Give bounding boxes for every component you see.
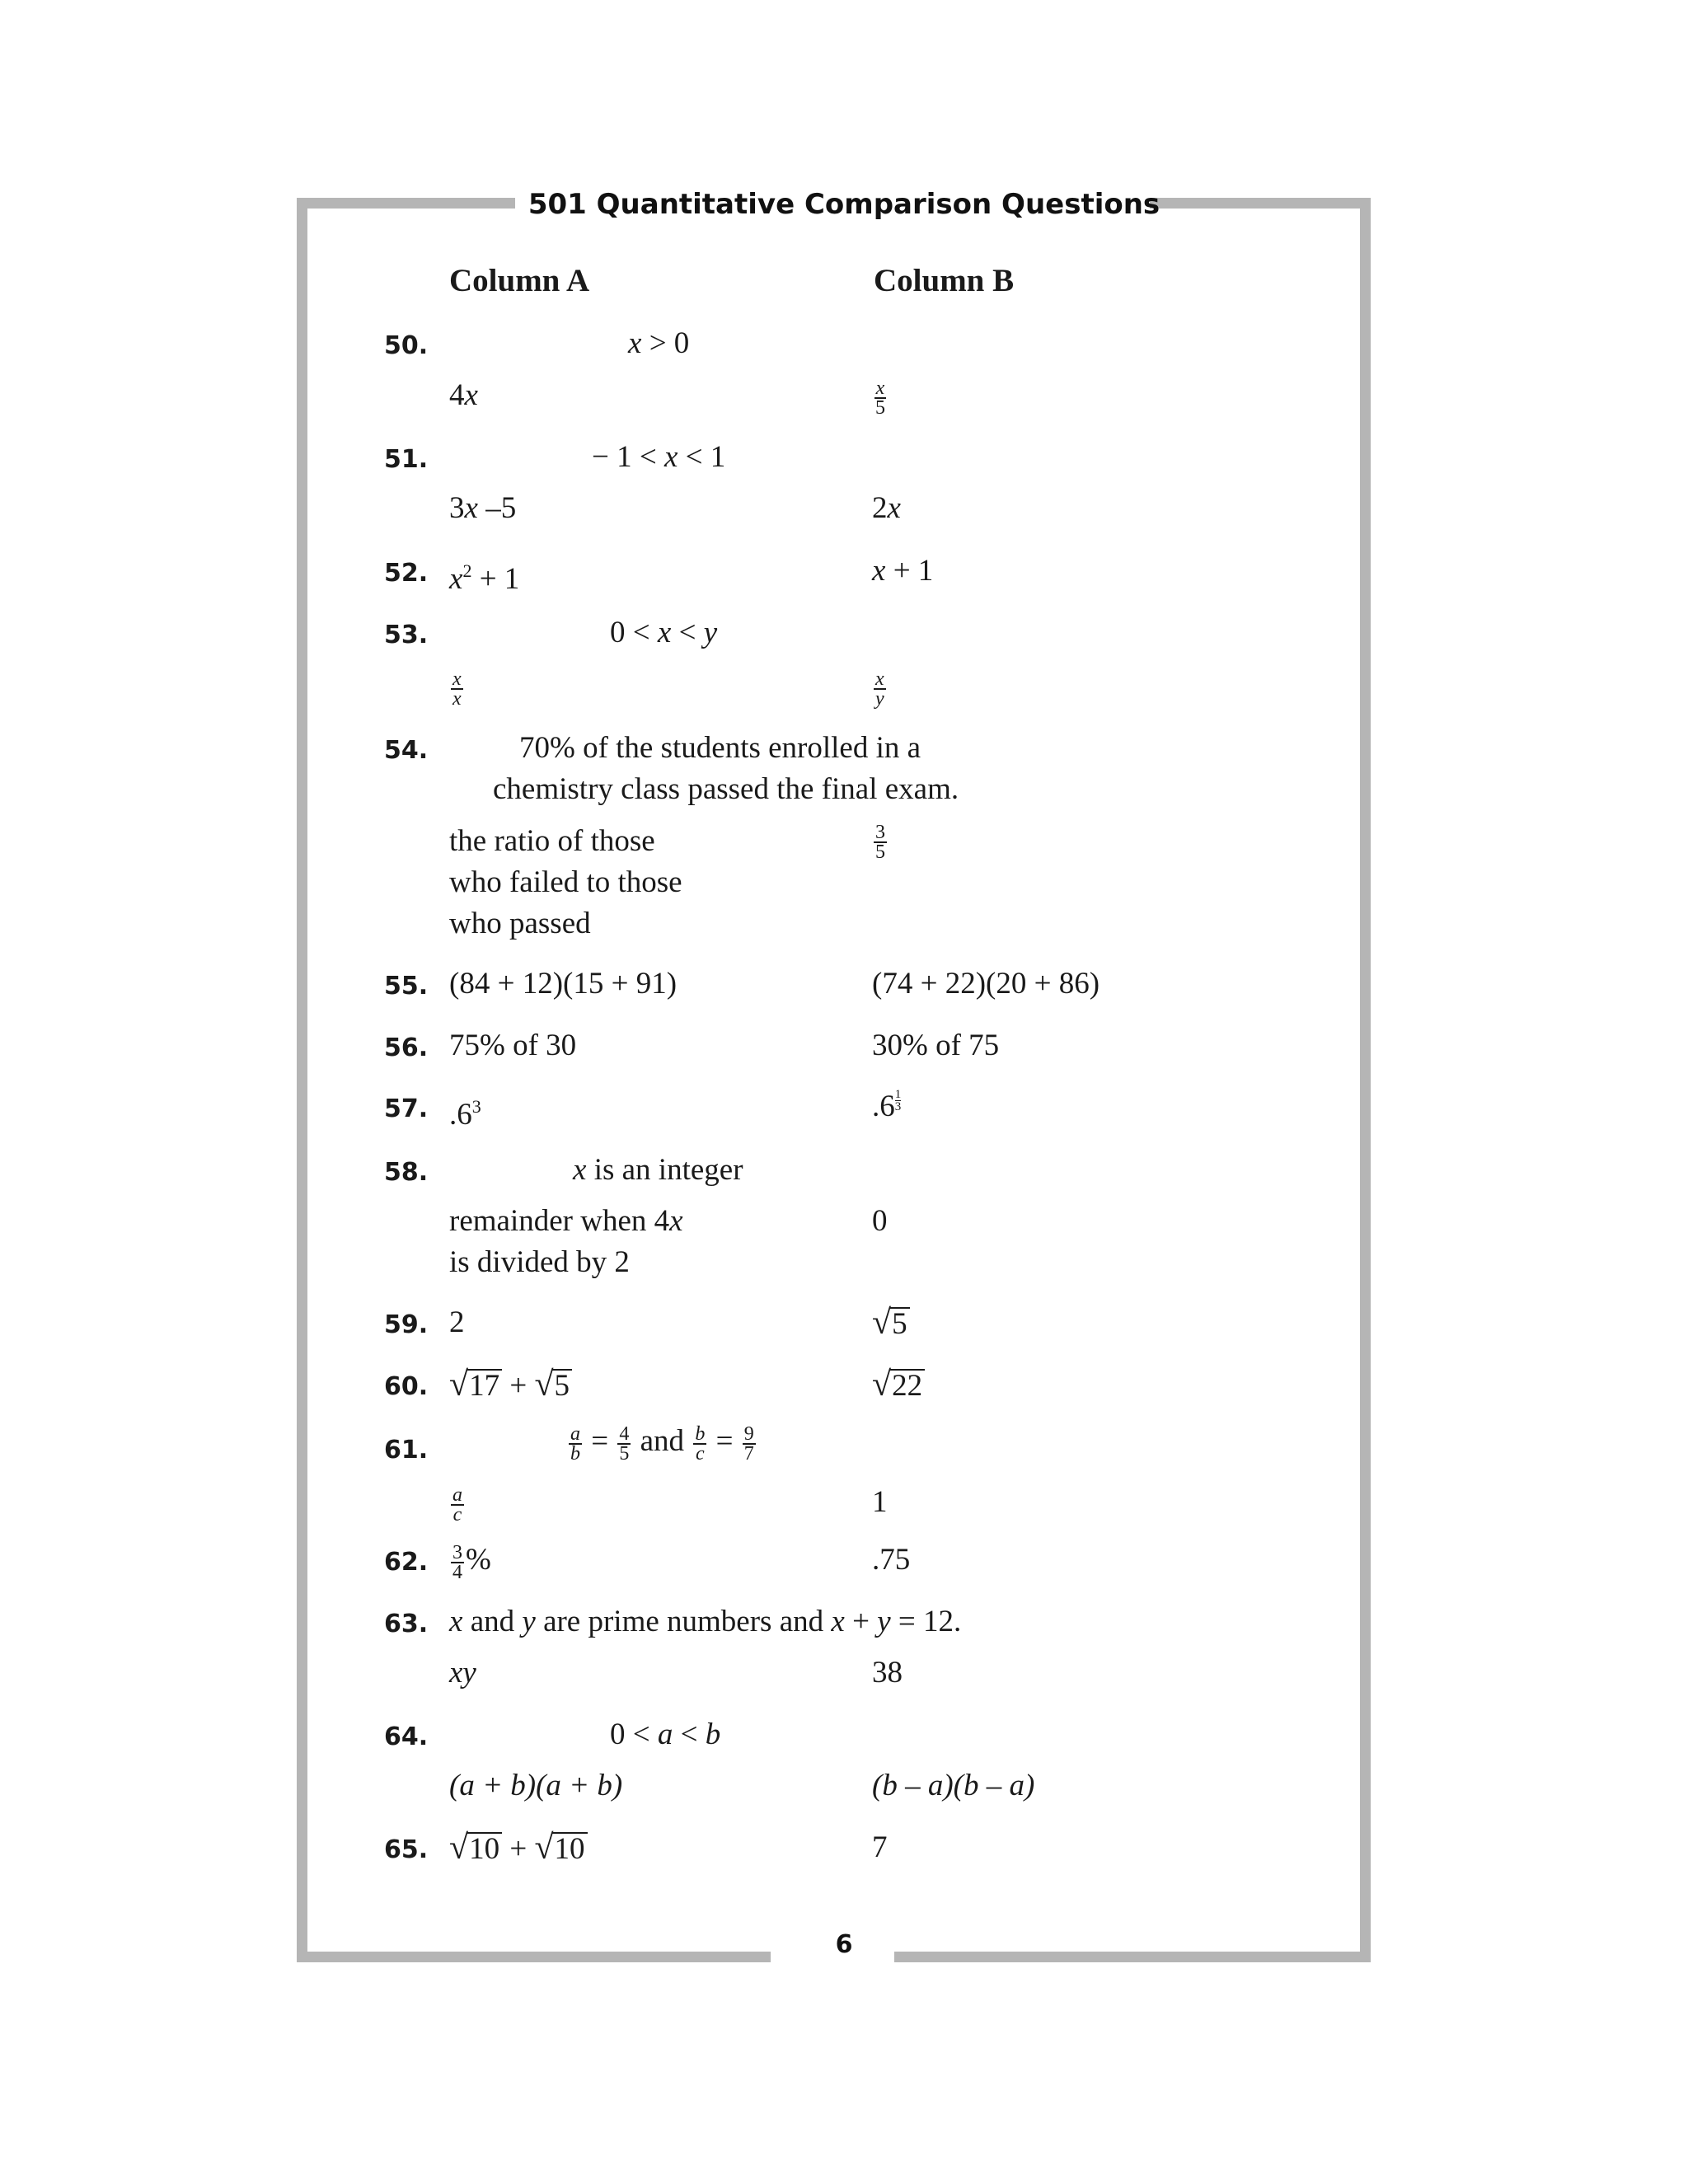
column-a-line: who failed to those bbox=[449, 865, 682, 899]
column-b-value: 2x bbox=[872, 491, 901, 525]
condition: x and y are prime numbers and x + y = 12. bbox=[449, 1605, 962, 1638]
square-root-icon: √ bbox=[449, 1366, 469, 1404]
column-a-line: remainder when 4x bbox=[449, 1204, 683, 1238]
page-number: 6 bbox=[835, 1930, 853, 1959]
column-b-value: $\frac{3}{5}$ bbox=[875, 821, 885, 863]
column-a-line: who passed bbox=[449, 907, 591, 940]
question-number: 61. bbox=[384, 1436, 429, 1465]
frame-right bbox=[1360, 198, 1371, 1961]
column-b-heading: Column B bbox=[874, 263, 1015, 298]
column-a-value: $\frac{a}{c}$ bbox=[452, 1483, 462, 1526]
question-number: 63. bbox=[384, 1610, 429, 1638]
question-number: 56. bbox=[384, 1033, 429, 1062]
column-a-line: the ratio of those bbox=[449, 824, 655, 858]
column-b-value: x + 1 bbox=[872, 554, 934, 588]
column-a-value: 4x bbox=[449, 378, 478, 412]
column-a-value: (a + b)(a + b) bbox=[449, 1769, 623, 1802]
column-a-line: is divided by 2 bbox=[449, 1245, 630, 1279]
column-b-value: √5 bbox=[872, 1302, 910, 1345]
square-root-icon: √ bbox=[449, 1829, 469, 1867]
condition: x is an integer bbox=[573, 1153, 743, 1187]
column-a-value: $x^2 + 1$ bbox=[449, 560, 520, 596]
condition: x > 0 bbox=[628, 326, 690, 360]
question-number: 58. bbox=[384, 1158, 429, 1187]
column-b-value: 30% of 75 bbox=[872, 1029, 1000, 1062]
condition: 0 < x < y bbox=[610, 616, 718, 649]
column-a-value: 75% of 30 bbox=[449, 1029, 577, 1062]
condition: 0 < a < b bbox=[610, 1718, 721, 1751]
column-b-value: .6 $\frac{1}{3}$ bbox=[872, 1088, 902, 1123]
condition-line: chemistry class passed the final exam. bbox=[493, 772, 959, 806]
condition-line: 70% of the students enrolled in a bbox=[519, 731, 921, 765]
column-a-value: √10 + √10 bbox=[449, 1827, 588, 1870]
question-number: 54. bbox=[384, 736, 429, 765]
condition: $\frac{a}{b}$ = $\frac{4}{5}$ and $\frac{b}{c}$ = $\frac{9}{7}$ bbox=[570, 1422, 754, 1465]
column-a-value: 3x –5 bbox=[449, 491, 517, 525]
column-b-value: 0 bbox=[872, 1204, 888, 1238]
column-b-value: (b – a)(b – a) bbox=[872, 1769, 1035, 1802]
column-b-value: $\frac{x}{5}$ bbox=[875, 377, 885, 419]
square-root-icon: √ bbox=[872, 1366, 892, 1404]
square-root-icon: √ bbox=[872, 1304, 892, 1342]
question-number: 55. bbox=[384, 972, 429, 1001]
question-number: 59. bbox=[384, 1310, 429, 1339]
column-a-value: $\frac{x}{x}$ bbox=[452, 668, 462, 710]
column-a-heading: Column A bbox=[449, 263, 590, 298]
column-a-value: $.6^3$ bbox=[449, 1096, 481, 1132]
column-a-value: $\frac{3}{4}$ % bbox=[452, 1541, 491, 1583]
question-number: 51. bbox=[384, 445, 429, 474]
square-root-icon: √ bbox=[534, 1366, 554, 1404]
column-b-value: 7 bbox=[872, 1830, 888, 1864]
column-b-value: .75 bbox=[872, 1543, 911, 1577]
column-a-value: (84 + 12)(15 + 91) bbox=[449, 967, 678, 1001]
column-a-value: 2 bbox=[449, 1305, 465, 1339]
condition: − 1 < x < 1 bbox=[592, 440, 726, 474]
page-header: 501 Quantitative Comparison Questions bbox=[528, 188, 1160, 221]
question-number: 62. bbox=[384, 1548, 429, 1577]
question-number: 53. bbox=[384, 621, 429, 649]
question-number: 65. bbox=[384, 1835, 429, 1864]
column-a-value: √17 + √5 bbox=[449, 1364, 572, 1407]
frame-left bbox=[297, 198, 307, 1961]
column-b-value: (74 + 22)(20 + 86) bbox=[872, 967, 1100, 1001]
column-a-value: xy bbox=[449, 1656, 476, 1690]
column-b-value: √22 bbox=[872, 1364, 925, 1407]
question-number: 60. bbox=[384, 1372, 429, 1401]
question-number: 50. bbox=[384, 331, 429, 360]
column-b-value: 38 bbox=[872, 1656, 903, 1690]
question-number: 64. bbox=[384, 1722, 429, 1751]
column-b-value: $\frac{x}{y}$ bbox=[875, 668, 884, 710]
square-root-icon: √ bbox=[534, 1829, 554, 1867]
question-number: 57. bbox=[384, 1094, 429, 1123]
column-b-value: 1 bbox=[872, 1485, 888, 1519]
question-number: 52. bbox=[384, 559, 429, 588]
